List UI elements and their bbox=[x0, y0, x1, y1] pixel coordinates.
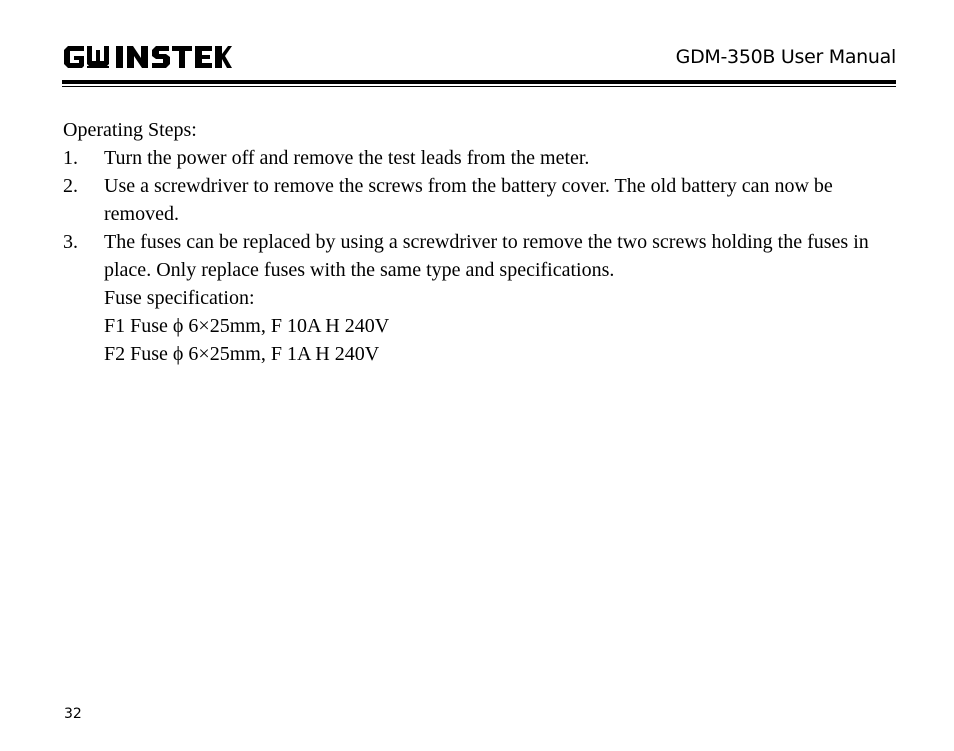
page-number: 32 bbox=[64, 706, 82, 722]
header-rule-thick bbox=[62, 80, 896, 84]
page-content bbox=[63, 116, 893, 368]
fuse-spec-f2: F2 Fuse ϕ 6×25mm, F 1A H 240V bbox=[104, 343, 380, 365]
step-text: Turn the power off and remove the test leads from the meter. bbox=[104, 147, 590, 169]
list-item bbox=[63, 144, 893, 172]
step-number: 3. bbox=[63, 231, 78, 253]
step-number: 2. bbox=[63, 175, 78, 197]
step-3-body bbox=[104, 228, 893, 368]
fuse-spec-f1: F1 Fuse ϕ 6×25mm, F 10A H 240V bbox=[104, 315, 390, 337]
manual-title: GDM-350B User Manual bbox=[675, 46, 896, 68]
step-number: 1. bbox=[63, 147, 78, 169]
header-rule-thin bbox=[62, 86, 896, 87]
operating-steps-list bbox=[63, 144, 893, 368]
step-text: Use a screwdriver to remove the screws from the battery cover. The old battery can now be removed. bbox=[104, 175, 833, 225]
fuse-spec-heading: Fuse specification: bbox=[104, 287, 255, 309]
list-item bbox=[63, 172, 893, 228]
operating-steps-heading: Operating Steps: bbox=[63, 119, 197, 141]
page-header bbox=[62, 40, 896, 88]
gw-instek-logo bbox=[62, 44, 232, 70]
list-item bbox=[63, 228, 893, 368]
step-text: The fuses can be replaced by using a screwdriver to remove the two screws holding the fuses in place. Only replace fuses with the same type and specifications. bbox=[104, 231, 869, 281]
